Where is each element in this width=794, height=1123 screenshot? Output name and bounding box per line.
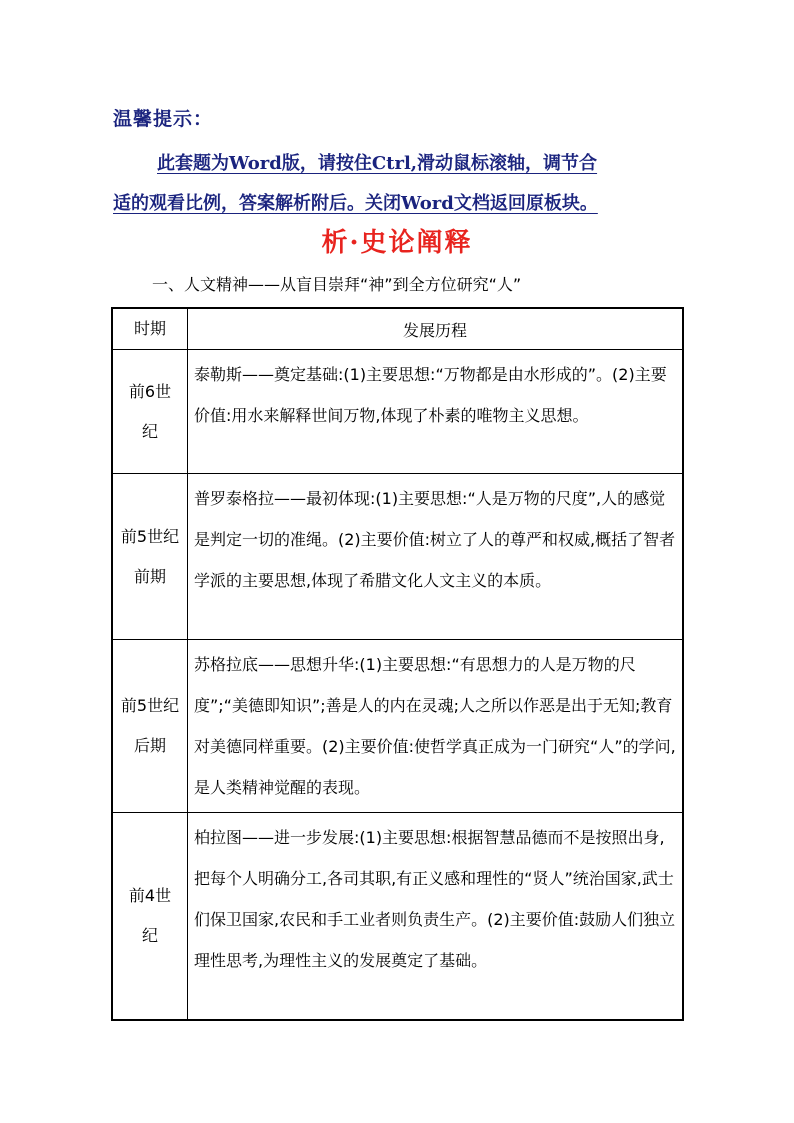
content-cell: 苏格拉底——思想升华:(1)主要思想:“有思想力的人是万物的尺度”;“美德即知识”;善是人的内在灵魂;人之所以作恶是出于无知;教育对美德同样重要。(2)主要价值:使哲学真正成为一门研究“人”的学问,是人类精神觉醒的表现。 xyxy=(188,640,684,813)
content-cell: 普罗泰格拉——最初体现:(1)主要思想:“人是万物的尺度”,人的感觉是判定一切的准绳。(2)主要价值:树立了人的尊严和权威,概括了智者学派的主要思想,体现了希腊文化人文主义的本质。 xyxy=(188,474,684,640)
period-cell xyxy=(112,474,188,640)
table-row xyxy=(112,813,683,1021)
period-text: 前4世纪 xyxy=(128,886,172,945)
period-cell xyxy=(112,640,188,813)
tip-body xyxy=(113,144,683,224)
content-cell: 泰勒斯——奠定基础:(1)主要思想:“万物都是由水形成的”。(2)主要价值:用水来解释世间万物,体现了朴素的唯物主义思想。 xyxy=(188,350,684,474)
tip-line-1: 此套题为Word版，请按住Ctrl,滑动鼠标滚轴，调节合 xyxy=(157,153,598,174)
table-row xyxy=(112,350,683,474)
table-header-row xyxy=(112,308,683,350)
header-content: 发展历程 xyxy=(188,308,684,350)
period-text: 前5世纪后期 xyxy=(120,696,180,755)
history-table xyxy=(111,307,684,1021)
period-cell xyxy=(112,813,188,1021)
tip-line-2: 适的观看比例，答案解析附后。关闭Word文档返回原板块。 xyxy=(113,193,598,214)
period-cell xyxy=(112,350,188,474)
header-period: 时期 xyxy=(112,308,188,350)
table-row xyxy=(112,474,683,640)
tip-title: 温馨提示： xyxy=(113,108,214,130)
table-row xyxy=(112,640,683,813)
section-heading: 析·史论阐释 xyxy=(321,228,473,258)
period-text: 前6世纪 xyxy=(128,381,172,441)
content-cell: 柏拉图——进一步发展:(1)主要思想:根据智慧品德而不是按照出身,把每个人明确分工,各司其职,有正义感和理性的“贤人”统治国家,武士们保卫国家,农民和手工业者则负责生产。(2)主要价值:鼓励人们独立理性思考,为理性主义的发展奠定了基础。 xyxy=(188,813,684,1021)
period-text: 前5世纪前期 xyxy=(120,526,180,586)
section-subheading: 一、人文精神——从盲目崇拜“神”到全方位研究“人” xyxy=(152,275,522,294)
